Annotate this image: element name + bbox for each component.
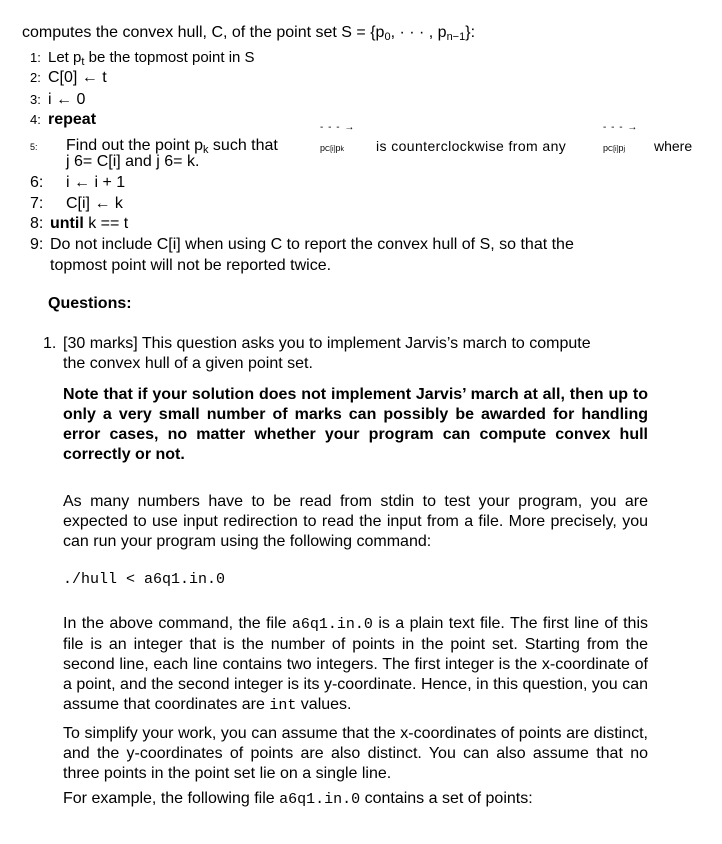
vector-ci-pj bbox=[603, 122, 639, 156]
line-text: such that bbox=[208, 137, 278, 154]
line-text: i ← 0 bbox=[48, 91, 86, 108]
line-text: topmost point will not be reported twice. bbox=[50, 257, 332, 274]
line-number: 3: bbox=[30, 92, 41, 107]
keyword-until: until bbox=[50, 215, 84, 232]
algo-line-3 bbox=[30, 91, 85, 109]
vector-arrow: - - - → bbox=[320, 122, 356, 133]
algo-line-1 bbox=[30, 49, 255, 68]
q1-paragraph-input: As many numbers have to be read from stdin to test your program, you are expected to use input redirection to read the input from a file. More precisely, you can run your program using the following command: bbox=[63, 493, 648, 550]
q1-second-line: the convex hull of a given point set. bbox=[63, 355, 313, 372]
intro-text: computes the convex hull, C, of the point set S = {p bbox=[22, 24, 385, 41]
line-number: 2: bbox=[30, 70, 41, 85]
p2-text: In the above command, the file bbox=[63, 615, 292, 632]
p4-filename: a6q1.in.0 bbox=[279, 791, 361, 808]
p2-int: int bbox=[269, 697, 297, 714]
q1-first-line bbox=[43, 335, 591, 353]
algo-line-9-cont bbox=[50, 257, 331, 275]
line-text: k == t bbox=[83, 215, 129, 232]
line-text: Find out the point p bbox=[66, 137, 203, 154]
line-text: be the topmost point in S bbox=[84, 49, 255, 66]
intro-sub-0: 0 bbox=[384, 31, 391, 43]
intro-text-post: }: bbox=[465, 24, 476, 41]
line-number: 8: bbox=[30, 215, 44, 232]
line-text: j 6= C[i] and j 6= k. bbox=[66, 153, 200, 170]
vec-endsub: k bbox=[340, 146, 345, 153]
vec-sub: C[i] bbox=[325, 146, 336, 153]
algo-line-9 bbox=[30, 236, 574, 254]
vec-sub: C[i] bbox=[608, 146, 619, 153]
line-number: 5: bbox=[30, 142, 38, 152]
algo-line-8 bbox=[30, 215, 128, 233]
vec-end: p bbox=[335, 143, 341, 153]
algo-line-5-end bbox=[654, 138, 692, 154]
algo-line-5-cont bbox=[66, 153, 199, 171]
line-number: 1: bbox=[30, 50, 41, 65]
algo-line-7 bbox=[30, 195, 123, 213]
line-number: 9: bbox=[30, 236, 44, 253]
line-text: C[0] ← t bbox=[48, 69, 107, 86]
q1-text: [30 marks] This question asks you to implement Jarvis’s march to compute bbox=[63, 335, 591, 352]
intro-sub-n: n−1 bbox=[446, 31, 466, 43]
line-text: Let p bbox=[48, 49, 82, 66]
keyword-repeat: repeat bbox=[48, 111, 97, 128]
vec-endsub: j bbox=[623, 146, 626, 153]
vec-label: p bbox=[603, 143, 609, 153]
line-text: i ← i + 1 bbox=[66, 174, 126, 191]
line-sub: t bbox=[81, 56, 85, 68]
vec-end: p bbox=[618, 143, 624, 153]
q1-note: Note that if your solution does not implement Jarvis’ march at all, then up to only a very small number of marks can possibly be awarded for handling error cases, no matter whether your program can compute convex hull correctly or not. bbox=[63, 386, 648, 463]
line-text: is counterclockwise from any bbox=[376, 138, 567, 154]
p4-text: For example, the following file bbox=[63, 790, 280, 807]
q1-number: 1. bbox=[43, 335, 57, 352]
q1-paragraph-example bbox=[63, 790, 533, 808]
line-text: C[i] ← k bbox=[66, 195, 123, 212]
vector-arrow: - - - → bbox=[603, 122, 639, 133]
p2-filename: a6q1.in.0 bbox=[291, 616, 373, 633]
algo-line-6 bbox=[30, 174, 125, 192]
line-number: 4: bbox=[30, 112, 41, 127]
p2-text: values. bbox=[296, 696, 352, 713]
command-line: ./hull < a6q1.in.0 bbox=[63, 571, 226, 588]
vector-ci-pk bbox=[320, 122, 356, 156]
p4-text: contains a set of points: bbox=[360, 790, 533, 807]
vec-label: p bbox=[320, 143, 326, 153]
algo-line-4 bbox=[30, 111, 96, 129]
algo-line-5-mid bbox=[376, 138, 566, 154]
line-number: 7: bbox=[30, 195, 44, 212]
intro-text-mid: , · · · , p bbox=[390, 24, 447, 41]
intro-line bbox=[22, 24, 475, 43]
p2-text: is a plain text file. The first line of this file is an integer that is the number of points in the point set. Starting from the second line, each line contains two integers. The first integer is the x-coordinate of a point, and the second integer is its y-coordinate. Hence, in this question, you can assume that coordinates are bbox=[63, 615, 648, 713]
q1-paragraph-file bbox=[63, 614, 648, 716]
line-text: where bbox=[654, 138, 693, 154]
q1-paragraph-assumptions: To simplify your work, you can assume that the x-coordinates of points are distinct, and the y-coordinates of points are also distinct. You can also assume that no three points in the point set lie on a single line. bbox=[63, 725, 648, 782]
algo-line-2 bbox=[30, 69, 107, 87]
line-text: Do not include C[i] when using C to report the convex hull of S, so that the bbox=[50, 236, 574, 253]
line-sub: k bbox=[202, 144, 209, 156]
line-number: 6: bbox=[30, 174, 44, 191]
questions-heading: Questions: bbox=[48, 295, 132, 312]
